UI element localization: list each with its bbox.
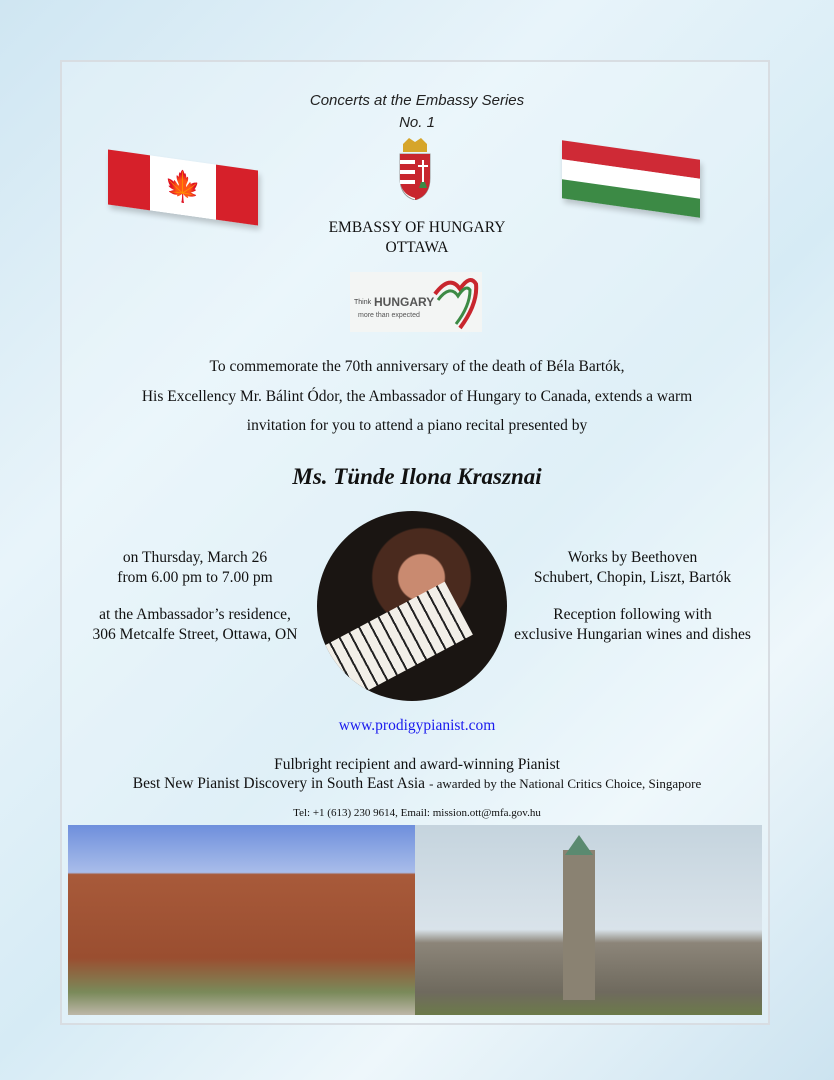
series-title: Concerts at the Embassy Series (309, 92, 525, 109)
event-date: on Thursday, March 26 (122, 549, 268, 566)
logo-think: Think (354, 299, 372, 306)
think-hungary-logo (350, 272, 482, 332)
canada-flag-icon: 🍁 (108, 149, 258, 225)
event-datetime (80, 548, 310, 588)
award-source: - awarded by the National Critics Choice, Singapore (429, 776, 702, 791)
works-line-2: Schubert, Chopin, Liszt, Bartók (533, 569, 732, 586)
series-number: No. 1 (399, 114, 435, 131)
reception-info (505, 605, 760, 645)
event-time: from 6.00 pm to 7.00 pm (117, 569, 273, 586)
venue-name: at the Ambassador’s residence, (99, 606, 291, 623)
reception-line-1: Reception following with (553, 606, 712, 623)
intro-line-2: His Excellency Mr. Bálint Ódor, the Ambassador of Hungary to Canada, extends a warm (141, 388, 693, 405)
performer-name: Ms. Tünde Ilona Krasznai (292, 464, 542, 489)
tower-roof (565, 835, 593, 855)
venue-address: 306 Metcalfe Street, Ottawa, ON (92, 626, 298, 643)
pianist-portrait (317, 511, 507, 701)
peace-tower (563, 850, 595, 1000)
credits-line-1: Fulbright recipient and award-winning Pianist (274, 756, 560, 773)
embassy-name: EMBASSY OF HUNGARY (328, 219, 506, 236)
program-works (505, 548, 760, 588)
website-link[interactable]: www.prodigypianist.com (338, 717, 496, 734)
embassy-city: OTTAWA (385, 239, 449, 256)
credits-line-2 (0, 775, 834, 793)
logo-hungary: HUNGARY (374, 295, 435, 309)
parliament-hill-photo (415, 825, 762, 1015)
works-line-1: Works by Beethoven (567, 549, 698, 566)
contact-info: Tel: +1 (613) 230 9614, Email: mission.ott@mfa.gov.hu (293, 807, 541, 819)
award-title: Best New Pianist Discovery in South East Asia (132, 775, 426, 792)
ambassador-residence-photo (68, 825, 415, 1015)
logo-tagline: more than expected (358, 312, 420, 319)
reception-line-2: exclusive Hungarian wines and dishes (514, 626, 751, 643)
hungary-coat-of-arms-icon (397, 138, 433, 200)
event-venue (80, 605, 310, 645)
intro-line-1: To commemorate the 70th anniversary of the death of Béla Bartók, (209, 358, 625, 375)
heart-ribbon-icon (430, 274, 480, 330)
intro-line-3: invitation for you to attend a piano recital presented by (246, 417, 588, 434)
